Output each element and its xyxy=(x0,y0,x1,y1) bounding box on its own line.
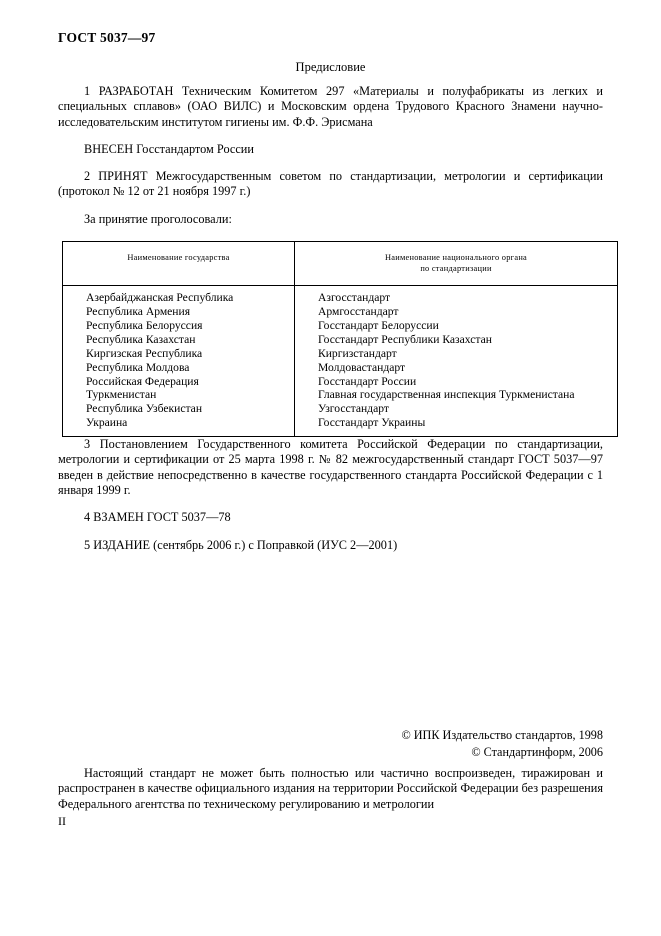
state-name: Российская Федерация xyxy=(86,374,199,388)
table-header-row xyxy=(63,242,618,286)
column-header-national-body-line2: по стандартизации xyxy=(420,264,492,274)
national-body-name: Госстандарт Республики Казахстан xyxy=(318,332,492,346)
clause-replaces: 4 ВЗАМЕН ГОСТ 5037—78 xyxy=(84,510,231,525)
state-name: Туркменистан xyxy=(86,388,157,402)
column-header-national-body-line1: Наименование национального органа xyxy=(384,253,528,263)
clause-adopted-by: 2 ПРИНЯТ Межгосударственным советом по стандартизации, метрологии и сертификации (протокол № 12 от 21 ноября 1997 г.) xyxy=(58,169,603,199)
copyright-block xyxy=(401,727,603,760)
copyright-line-standartinform: © Стандартинформ, 2006 xyxy=(471,744,603,759)
state-name: Киргизская Республика xyxy=(86,346,203,360)
column-header-state: Наименование государства xyxy=(63,242,295,286)
voting-states-table xyxy=(62,241,618,437)
national-body-name: Госстандарт Украины xyxy=(318,416,426,430)
national-body-name: Госстандарт Белоруссии xyxy=(318,318,439,332)
state-name: Украина xyxy=(86,416,128,430)
clause-submitted-by: ВНЕСЕН Госстандартом России xyxy=(84,141,254,156)
page-title: Предисловие xyxy=(295,60,366,74)
table-body xyxy=(63,286,618,437)
column-header-national-body xyxy=(295,242,618,286)
clause-voted-intro: За принятие проголосовали: xyxy=(84,211,232,226)
state-name: Азербайджанская Республика xyxy=(86,291,234,305)
states-column-cell xyxy=(63,286,295,437)
document-body xyxy=(58,84,603,563)
state-name: Республика Белоруссия xyxy=(86,318,203,332)
state-name: Республика Узбекистан xyxy=(86,402,203,416)
national-body-name: Азгосстандарт xyxy=(318,291,391,305)
national-body-name: Киргизстандарт xyxy=(318,346,397,360)
clause-enacted-by: 3 Постановлением Государственного комитета Российской Федерации по стандартизации, метрологии и сертификации от 25 марта 1998 г. № 82 межгосударственный стандарт ГОСТ 5037—97 введен в действие непосредственно в качестве государственного стандарта Российской Федерации с 1 января 1999 г. xyxy=(58,437,603,498)
table-row xyxy=(63,286,618,437)
national-body-name: Главная государственная инспекция Туркменистана xyxy=(318,388,575,402)
state-name: Республика Армения xyxy=(86,304,191,318)
copyright-line-publisher: © ИПК Издательство стандартов, 1998 xyxy=(401,728,603,742)
legal-notice: Настоящий стандарт не может быть полностью или частично воспроизведен, тиражирован и распространен в качестве официального издания на территории Российской Федерации без разрешения Федерального агентства по техническому регулированию и метрологии xyxy=(58,766,603,811)
clause-edition: 5 ИЗДАНИЕ (сентябрь 2006 г.) с Поправкой (ИУС 2—2001) xyxy=(84,537,398,552)
national-body-name: Армгосстандарт xyxy=(318,304,399,318)
table-head xyxy=(63,242,618,286)
clause-developed-by: 1 РАЗРАБОТАН Техническим Комитетом 297 «Материалы и полуфабрикаты из легких и специальных сплавов» (ОАО ВИЛС) и Московским ордена Трудового Красного Знамени научно-исследовательским институтом гигиены им. Ф.Ф. Эрисмана xyxy=(58,84,603,129)
state-name: Республика Казахстан xyxy=(86,332,196,346)
state-name: Республика Молдова xyxy=(86,360,190,374)
national-body-name: Госстандарт России xyxy=(318,374,417,388)
standard-number-header: ГОСТ 5037—97 xyxy=(58,30,156,45)
national-bodies-column-cell xyxy=(295,286,618,437)
national-body-name: Узгосстандарт xyxy=(318,402,389,416)
page-number: II xyxy=(58,814,66,828)
national-body-name: Молдовастандарт xyxy=(318,360,406,374)
